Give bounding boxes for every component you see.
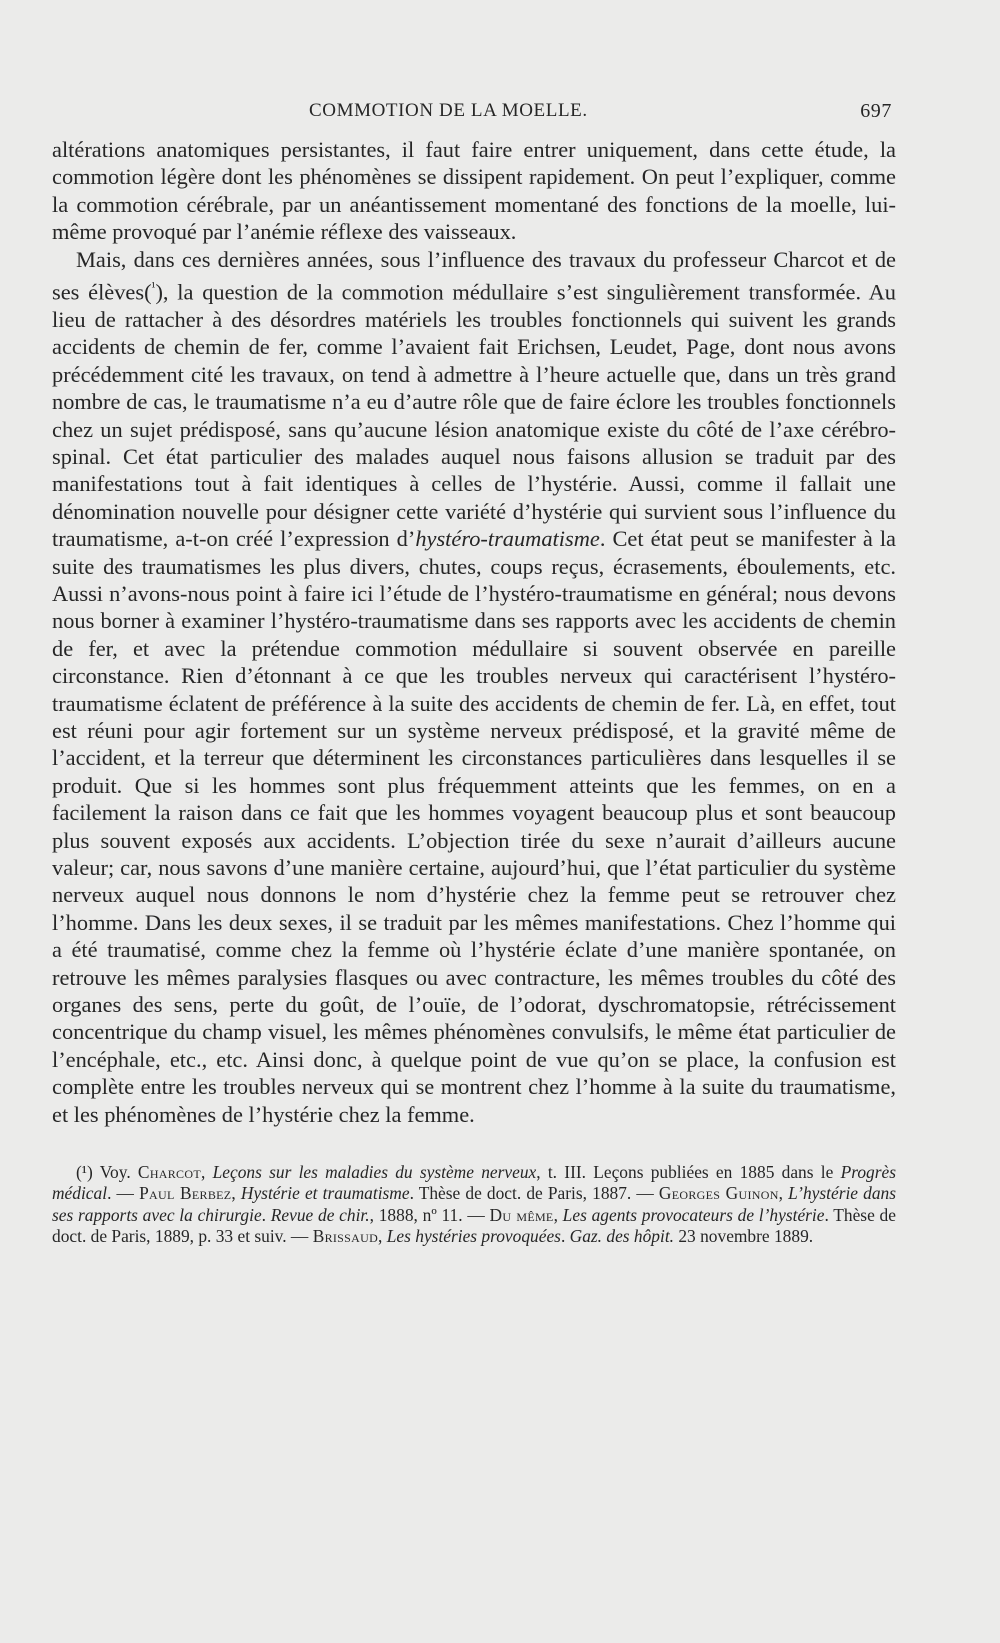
footnote-work-title: Leçons sur les maladies du système nerveux — [212, 1162, 537, 1183]
footnote-text: Voy. — [92, 1162, 138, 1183]
footnote-text: . — [560, 1225, 570, 1246]
footnote-text: . Thèse de doct. de Paris, 1889, p. 33 et suiv. — — [52, 1204, 896, 1246]
footnote-work-title: L’hystérie dans ses rapports avec la chirurgie — [52, 1183, 897, 1225]
body-text — [52, 136, 896, 1128]
footnote-text: . — — [107, 1183, 140, 1204]
footnote-author: Du même — [489, 1204, 554, 1225]
footnote-journal: Progrès médical — [52, 1162, 896, 1204]
footnote-author: Brissaud — [312, 1225, 379, 1246]
footnote-text: , t. III. Leçons publiées en 1885 dans le — [536, 1162, 841, 1183]
footnote-text: , — [231, 1183, 241, 1204]
footnote-author: Charcot — [137, 1162, 201, 1183]
footnotes — [52, 1162, 896, 1247]
footnote-1 — [52, 1162, 896, 1247]
footnote-text: , — [553, 1204, 563, 1225]
footnote-author: Paul Berbez — [139, 1183, 232, 1204]
footnote-text: . Thèse de doct. de Paris, 1887. — — [409, 1183, 659, 1204]
running-title: COMMOTION DE LA MOELLE. — [309, 100, 588, 121]
term-hystero-traumatisme: hystéro-traumatisme — [415, 526, 600, 552]
footnote-author: Georges Guinon — [658, 1183, 779, 1204]
footnote-text: . — [261, 1204, 271, 1225]
footnote-marker: (¹) — [76, 1162, 93, 1183]
footnote-text: , — [778, 1183, 789, 1204]
footnote-work-title: Les hystéries provoquées — [386, 1225, 561, 1246]
footnote-work-title: Les agents provocateurs de l’hystérie — [562, 1204, 825, 1225]
footnote-reference[interactable]: ¹ — [151, 279, 156, 295]
footnote-text: , 1888, nº 11. — — [369, 1204, 490, 1225]
footnote-text: , — [378, 1225, 387, 1246]
paragraph-main-part-2: ), la question de la commotion médullaire s’est singulièrement transformée. Au lieu de rattacher à des désordres matériels les troubles fonctionnels qui suivent les grands accidents de chemin de fer, comme l’avaient fait Erichsen, Leudet, Page, dont nous avons précédemment cité les travaux, on tend à admettre à l’heure actuelle que, dans un très grand nombre de cas, le traumatisme n’a eu d’autre rôle que de faire éclore les troubles fonctionnels chez un sujet prédisposé, sans qu’aucune lésion anatomique existe du côté de l’axe cérébro-spinal. Cet état particulier des malades auquel nous faisons allusion se traduit par des manifestations tout à fait identiques à celles de l’hystérie. Aussi, comme il fallait une dénomination nouvelle pour désigner cette variété d’hystérie qui survient sous l’influence du traumatisme, a-t-on créé l’expression d’ — [52, 279, 896, 552]
footnote-text: , — [200, 1162, 213, 1183]
page-number: 697 — [860, 100, 892, 122]
footnote-journal: Gaz. des hôpit. — [569, 1225, 675, 1246]
running-head — [52, 100, 896, 130]
paragraph-main — [52, 246, 896, 1128]
footnote-journal: Revue de chir. — [270, 1204, 370, 1225]
footnote-text: 23 novembre 1889. — [674, 1225, 814, 1246]
paragraph-main-part-1: Mais, dans ces dernières années, sous l’influence des travaux du professeur Charcot et de ses élèves( — [52, 246, 896, 305]
paragraph-continued: altérations anatomiques persistantes, il faut faire entrer uniquement, dans cette étude, la commotion légère dont les phénomènes se dissipent rapidement. On peut l’expliquer, comme la commotion cérébrale, par un anéantissement momentané des fonctions de la moelle, lui-même provoqué par l’anémie réflexe des vaisseaux. — [52, 137, 896, 245]
footnote-work-title: Hystérie et traumatisme — [240, 1183, 410, 1204]
paragraph-main-part-3: . Cet état peut se manifester à la suite des traumatismes les plus divers, chutes, coups reçus, écrasements, éboulements, etc. Aussi n’avons-nous point à faire ici l’étude de l’hystéro-traumatisme en général; nous devons nous borner à examiner l’hystéro-traumatisme dans ses rapports avec les accidents de chemin de fer, et avec la prétendue commotion médullaire si souvent observée en pareille circonstance. Rien d’étonnant à ce que les troubles nerveux qui caractérisent l’hystéro-traumatisme éclatent de préférence à la suite des accidents de chemin de fer. Là, en effet, tout est réuni pour agir fortement sur un système nerveux prédisposé, et la gravité même de l’accident, et la terreur que déterminent les circonstances particulières dans lesquelles il se produit. Que si les hommes sont plus fréquemment atteints que les femmes, on en a facilement la raison dans ce fait que les hommes voyagent beaucoup plus et sont beaucoup plus souvent exposés aux accidents. L’objection tirée du sexe n’aurait d’ailleurs aucune valeur; car, nous savons d’une manière certaine, aujourd’hui, que l’état particulier du système nerveux auquel nous donnons le nom d’hystérie chez la femme peut se retrouver chez l’homme. Dans les deux sexes, il se traduit par les mêmes manifestations. Chez l’homme qui a été traumatisé, comme chez la femme où l’hystérie éclate d’une manière spontanée, on retrouve les mêmes paralysies flasques ou avec contracture, les mêmes troubles du côté des organes des sens, perte du goût, de l’ouïe, de l’odorat, dyschromatopsie, rétrécissement concentrique du champ visuel, les mêmes phénomènes convulsifs, le même état particulier de l’encéphale, etc., etc. Ainsi donc, à quelque point de vue qu’on se place, la confusion est complète entre les troubles nerveux qui se montrent chez l’homme à la suite du traumatisme, et les phénomènes de l’hystérie chez la femme. — [52, 526, 896, 1127]
